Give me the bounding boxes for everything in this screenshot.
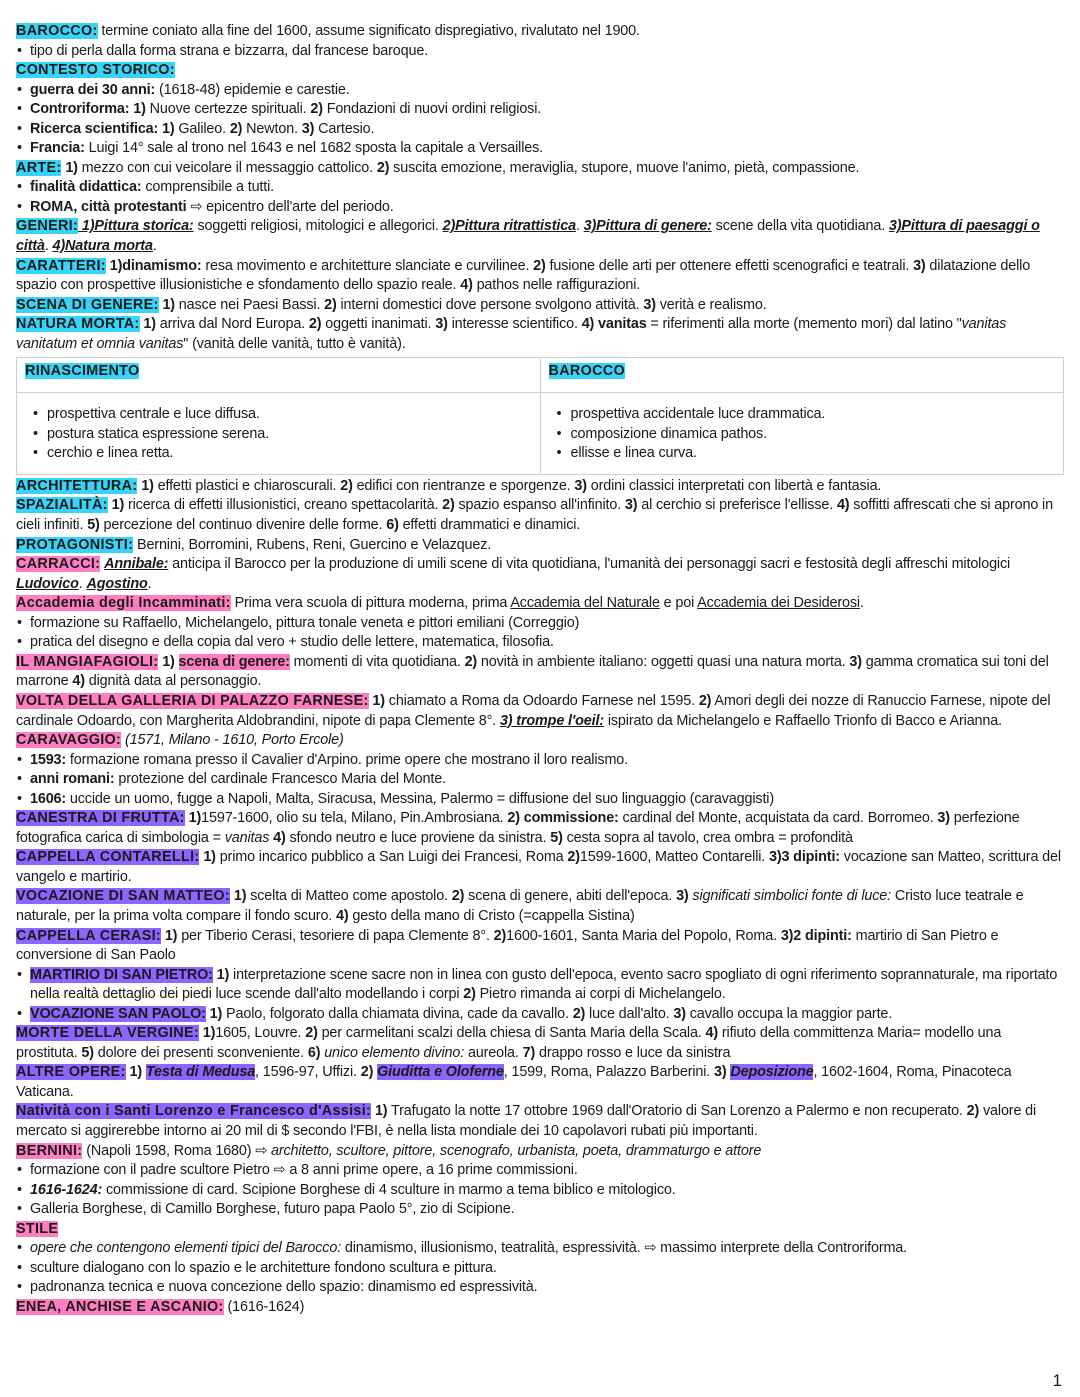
section-paragraph xyxy=(16,809,1066,848)
text-segment: architetto, scultore, pittore, scenografo, urbanista, poeta, drammaturgo e attore xyxy=(271,1142,762,1159)
text-segment: Fondazioni di nuovi ordini religiosi. xyxy=(322,101,542,118)
text-segment: novità in ambiente italiano: oggetti quasi una natura morta. xyxy=(477,653,850,670)
notes-page xyxy=(16,22,1066,1317)
text-segment: 2) xyxy=(572,1005,586,1022)
text-segment: 2) xyxy=(442,497,455,514)
section-paragraph xyxy=(16,22,1066,42)
section-paragraph xyxy=(16,731,1066,751)
text-segment: 3) xyxy=(913,257,926,274)
bullet-item xyxy=(16,790,1066,810)
text-segment: al cerchio si preferisce l'ellisse. xyxy=(637,497,837,514)
text-segment: 3) xyxy=(643,296,656,313)
bullet-item xyxy=(16,198,1066,218)
text-segment: Deposizione xyxy=(730,1064,814,1081)
text-segment: pratica del disegno e della copia dal vero + studio delle lettere, matematica, filosofia. xyxy=(30,634,554,651)
section-paragraph xyxy=(16,536,1066,556)
text-segment: 2) xyxy=(533,257,546,274)
text-segment: Cristo luce teatrale e naturale, per la prima volta compare il fondo scuro. xyxy=(16,888,1024,924)
text-segment: VOCAZIONE SAN PAOLO: xyxy=(30,1005,206,1022)
text-segment: 4)Natura morta xyxy=(52,238,153,255)
text-segment: 1) xyxy=(107,497,125,514)
section-heading: CARRACCI: xyxy=(16,556,101,573)
section-heading: CAPPELLA CERASI: xyxy=(16,927,161,944)
text-segment: 2) xyxy=(698,692,712,709)
bullet-item xyxy=(16,1005,1066,1025)
bullet-item xyxy=(16,751,1066,771)
text-segment: . xyxy=(152,238,157,255)
text-segment: 1) xyxy=(368,692,385,709)
text-segment: 3) xyxy=(937,810,950,827)
section-heading: CAPPELLA CONTARELLI: xyxy=(16,849,200,866)
comparison-right-item: • composizione dinamica pathos. xyxy=(563,425,1056,445)
text-segment: Prima vera scuola di pittura moderna, prima xyxy=(230,595,511,612)
text-segment: interesse scientifico. xyxy=(447,316,582,333)
bullet-item xyxy=(16,1181,1066,1201)
text-segment: unico elemento divino: xyxy=(324,1044,465,1061)
text-segment: termine coniato alla fine del 1600, assume significato dispregiativo, rivalutato nel 1900. xyxy=(97,23,640,39)
bullet-item xyxy=(16,81,1066,101)
section-paragraph xyxy=(16,1063,1066,1102)
text-segment: dignità data al personaggio. xyxy=(84,673,262,690)
text-segment: 5) xyxy=(87,517,100,534)
text-segment: " (vanità delle vanità, tutto è vanità). xyxy=(183,335,406,352)
text-segment: 4) xyxy=(836,497,850,514)
text-segment: 1599-1600, Matteo Contarelli. xyxy=(579,849,769,866)
text-segment: scena di genere, abiti dell'epoca. xyxy=(464,888,677,905)
text-segment: 1)Pittura storica: xyxy=(78,218,194,235)
text-segment: cavallo occupa la maggior parte. xyxy=(685,1005,893,1022)
bullet-item xyxy=(16,966,1066,1005)
section-paragraph xyxy=(16,594,1066,614)
bullet-item xyxy=(16,100,1066,120)
comparison-left-title: RINASCIMENTO xyxy=(25,363,140,380)
section-heading: BAROCCO: xyxy=(16,23,98,39)
text-segment: ispirato da Michelangelo e Raffaello Trionfo di Bacco e Arianna. xyxy=(603,712,1002,729)
text-segment: drappo rosso e luce da sinistra xyxy=(535,1044,731,1061)
section-paragraph xyxy=(16,1024,1066,1063)
text-segment: 3) xyxy=(673,1005,686,1022)
text-segment: MARTIRIO DI SAN PIETRO: xyxy=(30,966,213,983)
text-segment: commissione di card. Scipione Borghese di 4 sculture in marmo a tema biblico e mitologico. xyxy=(102,1181,676,1198)
text-segment: spazio espanso all'infinito. xyxy=(454,497,625,514)
text-segment: dolore dei presenti sconveniente. xyxy=(93,1044,308,1061)
text-segment: (Napoli 1598, Roma 1680) ⇨ xyxy=(82,1142,271,1159)
text-segment: 1606: xyxy=(30,790,67,807)
text-segment: . xyxy=(575,218,584,235)
text-segment: perfezione fotografica carica di simbologia = xyxy=(16,810,1020,846)
text-segment: 2) xyxy=(463,986,476,1003)
text-segment: = riferimenti alla morte (memento mori) dal latino " xyxy=(646,316,962,333)
text-segment: 3) xyxy=(676,888,689,905)
text-segment: formazione su Raffaello, Michelangelo, pittura tonale veneta e pittori emiliani (Correggio) xyxy=(30,614,580,631)
section-heading: PROTAGONISTI: xyxy=(16,536,134,553)
text-segment: Francia: xyxy=(30,140,85,157)
text-segment: 3)Pittura di genere: xyxy=(583,218,712,235)
text-segment: 4) xyxy=(72,673,85,690)
section-heading: IL MANGIAFAGIOLI: xyxy=(16,653,159,670)
section-paragraph xyxy=(16,257,1066,296)
bullet-item xyxy=(16,1259,1066,1279)
text-segment: 2) xyxy=(493,927,507,944)
section-paragraph xyxy=(16,887,1066,926)
text-segment: uccide un uomo, fugge a Napoli, Malta, Siracusa, Messina, Palermo = diffusione del suo linguaggio (caravaggisti) xyxy=(66,790,774,807)
bullet-item xyxy=(16,770,1066,790)
bullet-item xyxy=(16,1161,1066,1181)
text-segment: martirio di San Pietro e conversione di San Paolo xyxy=(16,927,999,964)
text-segment: 1616-1624: xyxy=(30,1181,103,1198)
comparison-left-list xyxy=(25,405,532,464)
section-heading: VOCAZIONE DI SAN MATTEO: xyxy=(16,888,230,905)
text-segment: 2) xyxy=(966,1103,980,1120)
text-segment: Luigi 14° sale al trono nel 1643 e nel 1682 sposta la capitale a Versailles. xyxy=(84,140,544,157)
text-segment: 2) xyxy=(360,1064,378,1081)
text-segment: rifiuto della committenza Maria= modello una prostituta. xyxy=(16,1025,1002,1061)
text-segment: ROMA, città protestanti xyxy=(30,198,187,215)
text-segment: significati simbolici fonte di luce: xyxy=(692,888,891,905)
text-segment: 2) xyxy=(376,159,390,176)
text-segment: Accademia dei Desiderosi xyxy=(697,595,860,612)
text-segment: 1) xyxy=(160,927,178,944)
text-segment: momenti di vita quotidiana. xyxy=(289,653,465,670)
text-segment: edifici con rientranze e sporgenze. xyxy=(352,477,575,494)
text-segment: 1)dinamismo: xyxy=(105,257,202,274)
comparison-left-header-cell xyxy=(17,358,541,393)
comparison-right-header-cell xyxy=(540,358,1064,393)
section-heading: SPAZIALITÀ: xyxy=(16,497,108,514)
bullet-item xyxy=(16,120,1066,140)
text-segment: 3) xyxy=(714,1064,731,1081)
text-segment: Paolo, folgorato dalla chiamata divina, cade da cavallo. xyxy=(222,1005,573,1022)
text-segment: 1) xyxy=(125,1064,146,1081)
text-segment: finalità didattica: xyxy=(30,179,142,196)
text-segment: . xyxy=(78,575,87,592)
text-segment: dinamismo, illusionismo, teatralità, espressività. ⇨ massimo interprete della Controriforma. xyxy=(341,1240,907,1257)
text-segment: vocazione san Matteo, scrittura del vangelo e martirio. xyxy=(16,849,1061,885)
text-segment: 3)3 dipinti: xyxy=(768,849,840,866)
text-segment: (1618-48) epidemie e carestie. xyxy=(155,81,350,98)
text-segment: scene della vita quotidiana. xyxy=(711,218,889,235)
section-paragraph xyxy=(16,296,1066,316)
text-segment: 3) xyxy=(849,653,862,670)
section-paragraph xyxy=(16,848,1066,887)
text-segment: luce dall'alto. xyxy=(585,1005,674,1022)
section-heading: ENEA, ANCHISE E ASCANIO: xyxy=(16,1298,224,1315)
text-segment: 5) xyxy=(81,1044,94,1061)
text-segment: 1) xyxy=(137,477,154,494)
section-paragraph xyxy=(16,217,1066,256)
text-segment: 6) xyxy=(307,1044,321,1061)
text-segment: protezione del cardinale Francesco Maria del Monte. xyxy=(114,771,446,788)
text-segment: 2) xyxy=(305,1025,318,1042)
text-segment: Pietro rimanda ai corpi di Michelangelo. xyxy=(475,986,726,1003)
text-segment: scena di genere: xyxy=(178,653,290,670)
text-segment: mezzo con cui veicolare il messaggio cattolico. xyxy=(77,159,377,176)
text-segment: 1) xyxy=(61,159,78,176)
comparison-left-item: • prospettiva centrale e luce diffusa. xyxy=(39,405,532,425)
section-paragraph xyxy=(16,477,1066,497)
text-segment: Trafugato la notte 17 ottobre 1969 dall'Oratorio di San Lorenzo a Palermo e non recuperato. xyxy=(387,1103,967,1120)
text-segment: Annibale: xyxy=(104,556,169,573)
text-segment: interpretazione scene sacre non in linea con gusto dell'epoca, evento sacro spogliato di ogni riferimento soprannaturale, ma riportato nella realtà dettaglio dei piedi luce scende dall'alto modellando i corpi xyxy=(30,966,1058,1003)
section-heading: GENERI: xyxy=(16,218,79,235)
section-paragraph xyxy=(16,692,1066,731)
text-segment: 1) xyxy=(198,1025,216,1042)
text-segment: per carmelitani scalzi della chiesa di Santa Maria della Scala. xyxy=(317,1025,706,1042)
section-heading: STILE xyxy=(16,1220,59,1237)
text-segment: vanitas xyxy=(224,829,270,846)
notes-part-1 xyxy=(16,22,1066,354)
text-segment: 2) commissione: xyxy=(507,810,619,827)
text-segment: 1) xyxy=(199,849,216,866)
comparison-left-cell xyxy=(17,393,541,475)
section-heading: BERNINI: xyxy=(16,1142,83,1159)
bullet-item xyxy=(16,1239,1066,1259)
comparison-right-item: • prospettiva accidentale luce drammatica. xyxy=(563,405,1056,425)
text-segment: 2) xyxy=(229,120,243,137)
bullet-item xyxy=(16,1200,1066,1220)
bullet-item xyxy=(16,614,1066,634)
bullet-item xyxy=(16,139,1066,159)
text-segment: 2)Pittura ritrattistica xyxy=(442,218,576,235)
section-paragraph xyxy=(16,653,1066,692)
text-segment: (1571, Milano - 1610, Porto Ercole) xyxy=(121,732,344,749)
text-segment: , 1602-1604, Roma, Pinacoteca Vaticana. xyxy=(16,1064,1012,1100)
text-segment: cesta sopra al tavolo, crea ombra = profondità xyxy=(562,829,853,846)
text-segment: per Tiberio Cerasi, tesoriere di papa Clemente 8°. xyxy=(177,927,494,944)
notes-part-2 xyxy=(16,477,1066,1318)
comparison-right-list xyxy=(549,405,1056,464)
text-segment: Bernini, Borromini, Rubens, Reni, Guercino e Velazquez. xyxy=(133,536,492,553)
text-segment: ordini classici interpretati con libertà e fantasia. xyxy=(586,477,882,494)
text-segment: suscita emozione, meraviglia, stupore, muove l'animo, pietà, compassione. xyxy=(389,159,860,176)
text-segment: vanitas vanitatum et omnia vanitas xyxy=(16,316,1007,352)
bullet-item xyxy=(16,178,1066,198)
text-segment: Newton. xyxy=(242,120,302,137)
comparison-right-cell xyxy=(540,393,1064,475)
section-heading: VOLTA DELLA GALLERIA DI PALAZZO FARNESE: xyxy=(16,692,369,709)
text-segment: arriva dal Nord Europa. xyxy=(155,316,309,333)
text-segment: percezione del continuo divenire delle forme. xyxy=(99,517,387,534)
section-paragraph xyxy=(16,1102,1066,1141)
section-paragraph xyxy=(16,496,1066,535)
section-heading: SCENA DI GENERE: xyxy=(16,296,159,313)
text-segment: 3) trompe l'oeil: xyxy=(499,712,604,729)
text-segment: opere che contengono elementi tipici del Barocco: xyxy=(30,1240,342,1257)
text-segment: chiamato a Roma da Odoardo Farnese nel 1595. xyxy=(384,692,699,709)
text-segment: sculture dialogano con lo spazio e le architetture fondono scultura e pittura. xyxy=(30,1259,497,1276)
section-paragraph xyxy=(16,927,1066,966)
text-segment: Galleria Borghese, di Camillo Borghese, futuro papa Paolo 5°, zio di Scipione. xyxy=(30,1201,515,1218)
text-segment: sfondo neutro e luce proviene da sinistra. xyxy=(285,829,551,846)
text-segment: Controriforma: 1) xyxy=(30,101,146,118)
text-segment: 1600-1601, Santa Maria del Popolo, Roma. xyxy=(506,927,781,944)
text-segment: comprensibile a tutti. xyxy=(141,179,275,196)
text-segment: gamma cromatica sui toni del marrone xyxy=(16,653,1049,690)
section-heading: Accademia degli Incamminati: xyxy=(16,595,231,612)
text-segment: 2) xyxy=(451,888,465,905)
text-segment: Cartesio. xyxy=(314,120,375,137)
text-segment: anticipa il Barocco per la produzione di umili scene di vita quotidiana, l'umanità dei personaggi sacri e festosità degli affreschi mitologici xyxy=(168,556,1011,573)
text-segment: cardinal del Monte, acquistata da card. Borromeo. xyxy=(618,810,938,827)
text-segment: 1) xyxy=(184,810,202,827)
section-heading: NATURA MORTA: xyxy=(16,316,140,333)
text-segment: ricerca di effetti illusionistici, creano spettacolarità. xyxy=(124,497,443,514)
text-segment: Giuditta e Oloferne xyxy=(377,1064,504,1081)
text-segment: 4) vanitas xyxy=(581,316,647,333)
text-segment: , 1596-97, Uffizi. xyxy=(255,1064,361,1081)
bullet-item xyxy=(16,633,1066,653)
text-segment: Ludovico xyxy=(16,575,79,592)
section-paragraph xyxy=(16,1142,1066,1162)
text-segment: anni romani: xyxy=(30,771,115,788)
text-segment: 7) xyxy=(522,1044,536,1061)
text-segment: 1) xyxy=(158,296,175,313)
text-segment: 2) xyxy=(340,477,353,494)
text-segment: 2) xyxy=(324,296,337,313)
comparison-table xyxy=(16,357,1064,475)
text-segment: 3)2 dipinti: xyxy=(780,927,852,944)
section-paragraph xyxy=(16,61,1066,81)
text-segment: ⇨ epicentro dell'arte del periodo. xyxy=(186,198,394,215)
text-segment: . xyxy=(147,575,152,592)
section-paragraph xyxy=(16,1298,1066,1318)
text-segment: scelta di Matteo come apostolo. xyxy=(246,888,452,905)
text-segment: oggetti inanimati. xyxy=(321,316,436,333)
text-segment: Ricerca scientifica: 1) xyxy=(30,120,175,137)
bullet-item xyxy=(16,1278,1066,1298)
text-segment: . xyxy=(859,595,864,612)
section-paragraph xyxy=(16,315,1066,354)
text-segment: verità e realismo. xyxy=(655,296,767,313)
text-segment: effetti plastici e chiaroscurali. xyxy=(153,477,341,494)
text-segment: 1) xyxy=(139,316,156,333)
text-segment: 1) xyxy=(230,888,247,905)
text-segment: soggetti religiosi, mitologici e allegorici. xyxy=(193,218,443,235)
text-segment: 3)Pittura di paesaggi o città xyxy=(16,218,1040,255)
text-segment: primo incarico pubblico a San Luigi dei Francesi, Roma xyxy=(215,849,568,866)
section-heading: CANESTRA DI FRUTTA: xyxy=(16,810,185,827)
text-segment: 1) xyxy=(371,1103,388,1120)
text-segment: 2) xyxy=(567,849,580,866)
text-segment: 1605, Louvre. xyxy=(215,1025,306,1042)
text-segment: 1) xyxy=(158,653,179,670)
text-segment: 1597-1600, olio su tela, Milano, Pin.Ambrosiana. xyxy=(201,810,508,827)
text-segment: tipo di perla dalla forma strana e bizzarra, dal francese baroque. xyxy=(30,42,429,59)
bullet-item xyxy=(16,42,1066,62)
text-segment: aureola. xyxy=(464,1044,523,1061)
text-segment: 3) xyxy=(301,120,315,137)
text-segment: 3) xyxy=(624,497,638,514)
text-segment: guerra dei 30 anni: xyxy=(30,81,156,98)
text-segment: 4) xyxy=(336,907,349,924)
text-segment: nasce nei Paesi Bassi. xyxy=(174,296,325,313)
text-segment: e poi xyxy=(659,595,698,612)
section-heading: ARCHITETTURA: xyxy=(16,477,138,494)
text-segment: 1) xyxy=(205,1005,223,1022)
text-segment: 3) xyxy=(574,477,587,494)
text-segment: Nuove certezze spirituali. xyxy=(145,101,311,118)
text-segment: effetti drammatici e dinamici. xyxy=(398,517,581,534)
page-number: 1 xyxy=(1052,1371,1062,1390)
comparison-left-item: • cerchio e linea retta. xyxy=(39,444,532,464)
text-segment: Galileo. xyxy=(174,120,230,137)
comparison-right-title: BAROCCO xyxy=(548,363,625,380)
text-segment: . xyxy=(44,238,53,255)
text-segment: 2) xyxy=(310,101,323,118)
text-segment: pathos nelle raffigurazioni. xyxy=(472,277,641,294)
text-segment: interni domestici dove persone svolgono attività. xyxy=(336,296,644,313)
section-paragraph xyxy=(16,1220,1066,1240)
section-heading: CARATTERI: xyxy=(16,257,106,274)
text-segment: 4) xyxy=(705,1025,719,1042)
text-segment: padronanza tecnica e nuova concezione dello spazio: dinamismo ed espressività. xyxy=(30,1279,538,1296)
text-segment: 1593: xyxy=(30,751,67,768)
text-segment: 2) xyxy=(464,653,478,670)
text-segment: , 1599, Roma, Palazzo Barberini. xyxy=(503,1064,714,1081)
text-segment: (1616-1624) xyxy=(223,1298,305,1315)
comparison-left-item: • postura statica espressione serena. xyxy=(39,425,532,445)
text-segment: fusione delle arti per ottenere effetti scenografici e teatrali. xyxy=(545,257,914,274)
text-segment: Amori degli dei nozze di Ranuccio Farnese, nipote del cardinale Odoardo, con Margherita Aldobrandini, nipote di papa Clemente 8°. xyxy=(16,692,1051,729)
text-segment: Agostino xyxy=(86,575,148,592)
text-segment: resa movimento e architetture slanciate e curvilinee. xyxy=(201,257,534,274)
text-segment: gesto della mano di Cristo (=cappella Sistina) xyxy=(348,907,635,924)
text-segment: 4) xyxy=(273,829,286,846)
text-segment: Accademia del Naturale xyxy=(510,595,660,612)
comparison-right-item: • ellisse e linea curva. xyxy=(563,444,1056,464)
section-heading: MORTE DELLA VERGINE: xyxy=(16,1025,199,1042)
text-segment: formazione romana presso il Cavalier d'Arpino. prime opere che mostrano il loro realismo. xyxy=(66,751,628,768)
section-heading: CARAVAGGIO: xyxy=(16,732,122,749)
text-segment: Testa di Medusa xyxy=(145,1064,256,1081)
section-heading: ALTRE OPERE: xyxy=(16,1064,126,1081)
section-heading: Natività con i Santi Lorenzo e Francesco d'Assisi: xyxy=(16,1103,372,1120)
text-segment: valore di mercato si aggirerebbe intorno ai 20 mil di $ secondo l'FBI, è nella lista mondiale dei 10 capolavori rubati più importanti. xyxy=(16,1103,1037,1139)
section-paragraph xyxy=(16,159,1066,179)
text-segment: soffitti affrescati che si aprono in cieli infiniti. xyxy=(16,497,1053,534)
text-segment: dilatazione dello spazio con prospettive illusionistiche e sfondamento dello spazio reale. xyxy=(16,257,1031,294)
text-segment: 5) xyxy=(550,829,563,846)
text-segment: 4) xyxy=(460,277,473,294)
section-heading: CONTESTO STORICO: xyxy=(16,62,175,79)
text-segment: 2) xyxy=(308,316,322,333)
text-segment: 3) xyxy=(435,316,448,333)
text-segment: 6) xyxy=(386,517,399,534)
text-segment: 1) xyxy=(212,966,230,983)
section-paragraph xyxy=(16,555,1066,594)
text-segment: formazione con il padre scultore Pietro ⇨ a 8 anni prime opere, a 16 prime commissioni. xyxy=(30,1162,578,1179)
section-heading: ARTE: xyxy=(16,159,62,176)
